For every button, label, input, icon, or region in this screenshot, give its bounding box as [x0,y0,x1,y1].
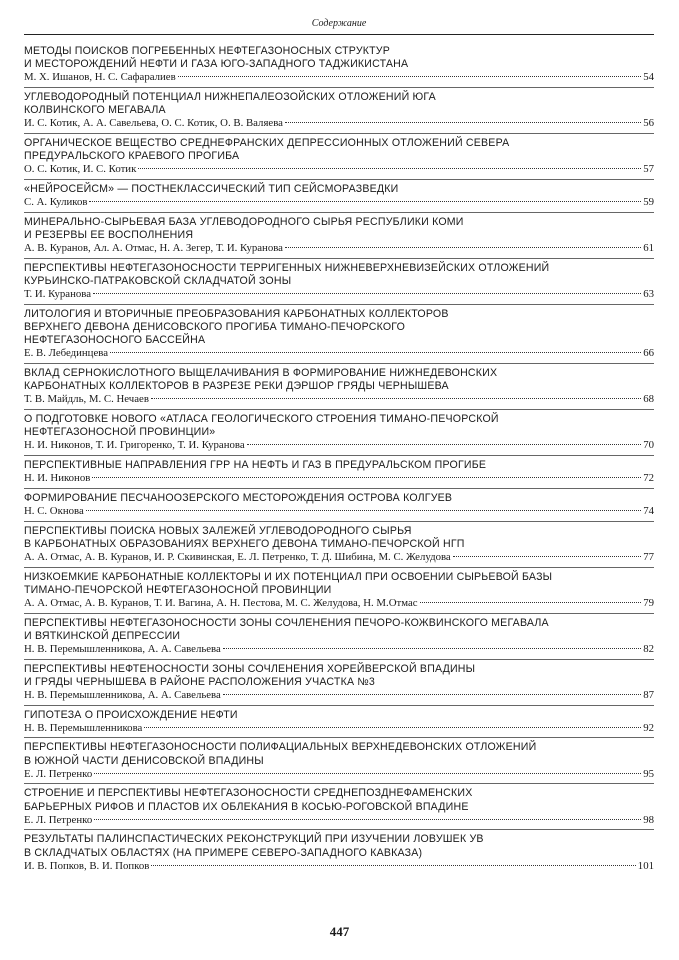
author-line [24,439,654,453]
author-line [24,597,654,611]
article-authors: Н. И. Никонов, Т. И. Григоренко, Т. И. Куранова [24,439,245,452]
article-authors: Т. В. Майдль, М. С. Нечаев [24,393,149,406]
dot-leader [151,865,635,866]
article-page-number: 57 [643,163,654,176]
article-page-number: 72 [643,472,654,485]
dot-leader [151,398,641,399]
article-page-number: 98 [643,813,654,826]
article-authors: И. С. Котик, А. А. Савельева, О. С. Котик, О. В. Валяева [24,117,283,130]
article-title: ФОРМИРОВАНИЕ ПЕСЧАНООЗЕРСКОГО МЕСТОРОЖДЕНИЯ ОСТРОВА КОЛГУЕВ [24,491,453,504]
toc-entry[interactable] [24,660,654,706]
article-page-number: 59 [643,196,654,209]
article-page-number: 77 [643,551,654,563]
article-page-number: 79 [643,597,654,609]
author-line [24,472,654,486]
article-title: О ПОДГОТОВКЕ НОВОГО «АТЛАСА ГЕОЛОГИЧЕСКОГО СТРОЕНИЯ ТИМАНО-ПЕЧОРСКОЙ НЕФТЕГАЗОНОСНОЙ ПРОВИНЦИИ» [24,413,499,439]
toc-entry[interactable] [24,784,654,830]
article-authors: Н. С. Окнова [24,505,84,517]
toc-entry[interactable] [24,42,654,88]
article-authors: О. С. Котик, И. С. Котик [24,163,137,176]
article-page-number: 74 [643,505,654,517]
dot-leader [93,293,641,294]
page-number: 447 [329,924,350,939]
article-title: ПЕРСПЕКТИВЫ ПОИСКА НОВЫХ ЗАЛЕЖЕЙ УГЛЕВОДОРОДНОГО СЫРЬЯ В КАРБОНАТНЫХ ОБРАЗОВАНИЯХ ВЕРХНЕГО ДЕВОНА ТИМАНО-ПЕЧОРСКОЙ НГП [24,524,465,550]
author-line [24,505,654,519]
toc-entry[interactable] [24,410,654,456]
article-title: МЕТОДЫ ПОИСКОВ ПОГРЕБЕННЫХ НЕФТЕГАЗОНОСНЫХ СТРУКТУР И МЕСТОРОЖДЕНИЙ НЕФТИ И ГАЗА ЮГО-ЗАПАДНОГО ТАДЖИКИСТАНА [24,45,409,71]
author-line [24,288,654,302]
toc-entry[interactable] [24,88,654,134]
article-title: РЕЗУЛЬТАТЫ ПАЛИНСПАСТИЧЕСКИХ РЕКОНСТРУКЦИЙ ПРИ ИЗУЧЕНИИ ЛОВУШЕК УВ В СКЛАДЧАТЫХ ОБЛАСТЯХ (НА ПРИМЕРЕ СЕВЕРО-ЗАПАДНОГО КАВКАЗА) [24,833,484,859]
article-title: УГЛЕВОДОРОДНЫЙ ПОТЕНЦИАЛ НИЖНЕПАЛЕОЗОЙСКИХ ОТЛОЖЕНИЙ ЮГА КОЛВИНСКОГО МЕГАВАЛА [24,91,436,117]
article-authors: М. Х. Ишанов, Н. С. Сафаралиев [24,71,176,84]
dot-leader [285,122,641,123]
toc-entry[interactable] [24,364,654,410]
article-authors: А. А. Отмас, А. В. Куранов, И. Р. Скивинская, Е. Л. Петренко, Т. Д. Шибина, М. С. Желудова [24,551,451,563]
toc-entry[interactable] [24,213,654,259]
author-line [24,689,654,703]
article-authors: Т. И. Куранова [24,288,92,301]
dot-leader [453,556,641,557]
author-line [24,393,654,407]
article-authors: Е. В. Лебединцева [24,347,109,360]
dot-leader [94,819,641,820]
article-authors: Е. Л. Петренко [24,813,93,826]
toc-entry[interactable] [24,489,654,522]
dot-leader [223,648,641,649]
table-of-contents [24,42,654,875]
dot-leader [138,168,641,169]
toc-entry[interactable] [24,305,654,364]
author-line [24,163,654,177]
author-line [24,814,654,828]
dot-leader [247,444,642,445]
dot-leader [285,247,641,248]
dot-leader [420,602,642,603]
toc-entry[interactable] [24,738,654,784]
author-line [24,860,654,874]
article-authors: С. А. Куликов [24,196,88,209]
article-page-number: 56 [643,117,654,130]
article-authors: Н. И. Никонов [24,472,91,485]
article-page-number: 68 [643,393,654,406]
toc-entry[interactable] [24,830,654,875]
article-title: ПЕРСПЕКТИВЫ НЕФТЕГАЗОНОСНОСТИ ЗОНЫ СОЧЛЕНЕНИЯ ПЕЧОРО-КОЖВИНСКОГО МЕГАВАЛА И ВЯТКИНСКОЙ ДЕПРЕССИИ [24,616,549,642]
author-line [24,768,654,782]
article-page-number: 101 [637,859,654,872]
author-line [24,71,654,85]
author-line [24,722,654,736]
header-rule [24,34,654,35]
article-authors: А. В. Куранов, Ал. А. Отмас, Н. А. Зегер, Т. И. Куранова [24,242,283,255]
dot-leader [223,694,641,695]
article-page-number: 61 [643,242,654,255]
article-title: ВКЛАД СЕРНОКИСЛОТНОГО ВЫЩЕЛАЧИВАНИЯ В ФОРМИРОВАНИЕ НИЖНЕДЕВОНСКИХ КАРБОНАТНЫХ КОЛЛЕКТОРОВ В РАЗРЕЗЕ РЕКИ ДЭРШОР ГРЯДЫ ЧЕРНЫШЕВА [24,367,498,393]
dot-leader [144,727,641,728]
article-title: СТРОЕНИЕ И ПЕРСПЕКТИВЫ НЕФТЕГАЗОНОСНОСТИ СРЕДНЕПОЗДНЕФАМЕНСКИХ БАРЬЕРНЫХ РИФОВ И ПЛАСТОВ ИХ ОБЛЕКАНИЯ В КОСЬЮ-РОГОВСКОЙ ВПАДИНЕ [24,787,473,813]
toc-entry[interactable] [24,568,654,614]
toc-entry[interactable] [24,456,654,489]
article-title: ОРГАНИЧЕСКОЕ ВЕЩЕСТВО СРЕДНЕФРАНСКИХ ДЕПРЕССИОННЫХ ОТЛОЖЕНИЙ СЕВЕРА ПРЕДУРАЛЬСКОГО КРАЕВОГО ПРОГИБА [24,137,510,163]
article-title: ПЕРСПЕКТИВЫ НЕФТЕГАЗОНОСНОСТИ ПОЛИФАЦИАЛЬНЫХ ВЕРХНЕДЕВОНСКИХ ОТЛОЖЕНИЙ В ЮЖНОЙ ЧАСТИ ДЕНИСОВСКОЙ ВПАДИНЫ [24,741,537,767]
author-line [24,643,654,657]
dot-leader [89,201,641,202]
article-title: НИЗКОЕМКИЕ КАРБОНАТНЫЕ КОЛЛЕКТОРЫ И ИХ ПОТЕНЦИАЛ ПРИ ОСВОЕНИИ СЫРЬЕВОЙ БАЗЫ ТИМАНО-ПЕЧОРСКОЙ НЕФТЕГАЗОНОСНОЙ ПРОВИНЦИИ [24,570,553,596]
article-authors: И. В. Попков, В. И. Попков [24,859,150,872]
article-page-number: 95 [643,767,654,780]
toc-entry[interactable] [24,706,654,739]
dot-leader [86,510,641,511]
author-line [24,551,654,565]
toc-entry[interactable] [24,134,654,180]
dot-leader [178,76,642,77]
article-authors: А. А. Отмас, А. В. Куранов, Т. И. Вагина, А. Н. Пестова, М. С. Желудова, Н. М.Отмас [24,597,418,609]
article-authors: Н. В. Перемышленникова, А. А. Савельева [24,689,221,701]
author-line [24,117,654,131]
author-line [24,242,654,256]
article-page-number: 92 [643,721,654,734]
dot-leader [94,773,641,774]
toc-entry[interactable] [24,614,654,660]
author-line [24,196,654,210]
article-page-number: 70 [643,439,654,452]
toc-entry[interactable] [24,259,654,305]
article-title: ПЕРСПЕКТИВНЫЕ НАПРАВЛЕНИЯ ГРР НА НЕФТЬ И ГАЗ В ПРЕДУРАЛЬСКОМ ПРОГИБЕ [24,459,487,471]
author-line [24,347,654,361]
article-title: ПЕРСПЕКТИВЫ НЕФТЕГАЗОНОСНОСТИ ТЕРРИГЕННЫХ НИЖНЕВЕРХНЕВИЗЕЙСКИХ ОТЛОЖЕНИЙ КУРЬИНСКО-ПАТРАКОВСКОЙ СКЛАДЧАТОЙ ЗОНЫ [24,261,550,287]
toc-entry[interactable] [24,180,654,213]
article-page-number: 54 [643,71,654,84]
article-authors: Е. Л. Петренко [24,767,93,780]
article-title: ПЕРСПЕКТИВЫ НЕФТЕНОСНОСТИ ЗОНЫ СОЧЛЕНЕНИЯ ХОРЕЙВЕРСКОЙ ВПАДИНЫ И ГРЯДЫ ЧЕРНЫШЕВА В РАЙОНЕ РАСПОЛОЖЕНИЯ УЧАСТКА №3 [24,662,476,688]
article-page-number: 87 [643,689,654,701]
article-page-number: 66 [643,347,654,360]
article-title: ГИПОТЕЗА О ПРОИСХОЖДЕНИЕ НЕФТИ [24,708,238,721]
article-authors: Н. В. Перемышленникова [24,721,143,734]
dot-leader [110,352,641,353]
running-header: Содержание [311,18,367,29]
article-page-number: 82 [643,643,654,655]
dot-leader [92,477,641,478]
article-authors: Н. В. Перемышленникова, А. А. Савельева [24,643,221,655]
article-page-number: 63 [643,288,654,301]
toc-entry[interactable] [24,522,654,568]
article-title: «НЕЙРОСЕЙСМ» — ПОСТНЕКЛАССИЧЕСКИЙ ТИП СЕЙСМОРАЗВЕДКИ [24,183,399,195]
article-title: ЛИТОЛОГИЯ И ВТОРИЧНЫЕ ПРЕОБРАЗОВАНИЯ КАРБОНАТНЫХ КОЛЛЕКТОРОВ ВЕРХНЕГО ДЕВОНА ДЕНИСОВСКОГО ПРОГИБА ТИМАНО-ПЕЧОРСКОГО НЕФТЕГАЗОНОСНОГО БАССЕЙНА [24,307,449,347]
article-title: МИНЕРАЛЬНО-СЫРЬЕВАЯ БАЗА УГЛЕВОДОРОДНОГО СЫРЬЯ РЕСПУБЛИКИ КОМИ И РЕЗЕРВЫ ЕЕ ВОСПОЛНЕНИЯ [24,215,464,241]
